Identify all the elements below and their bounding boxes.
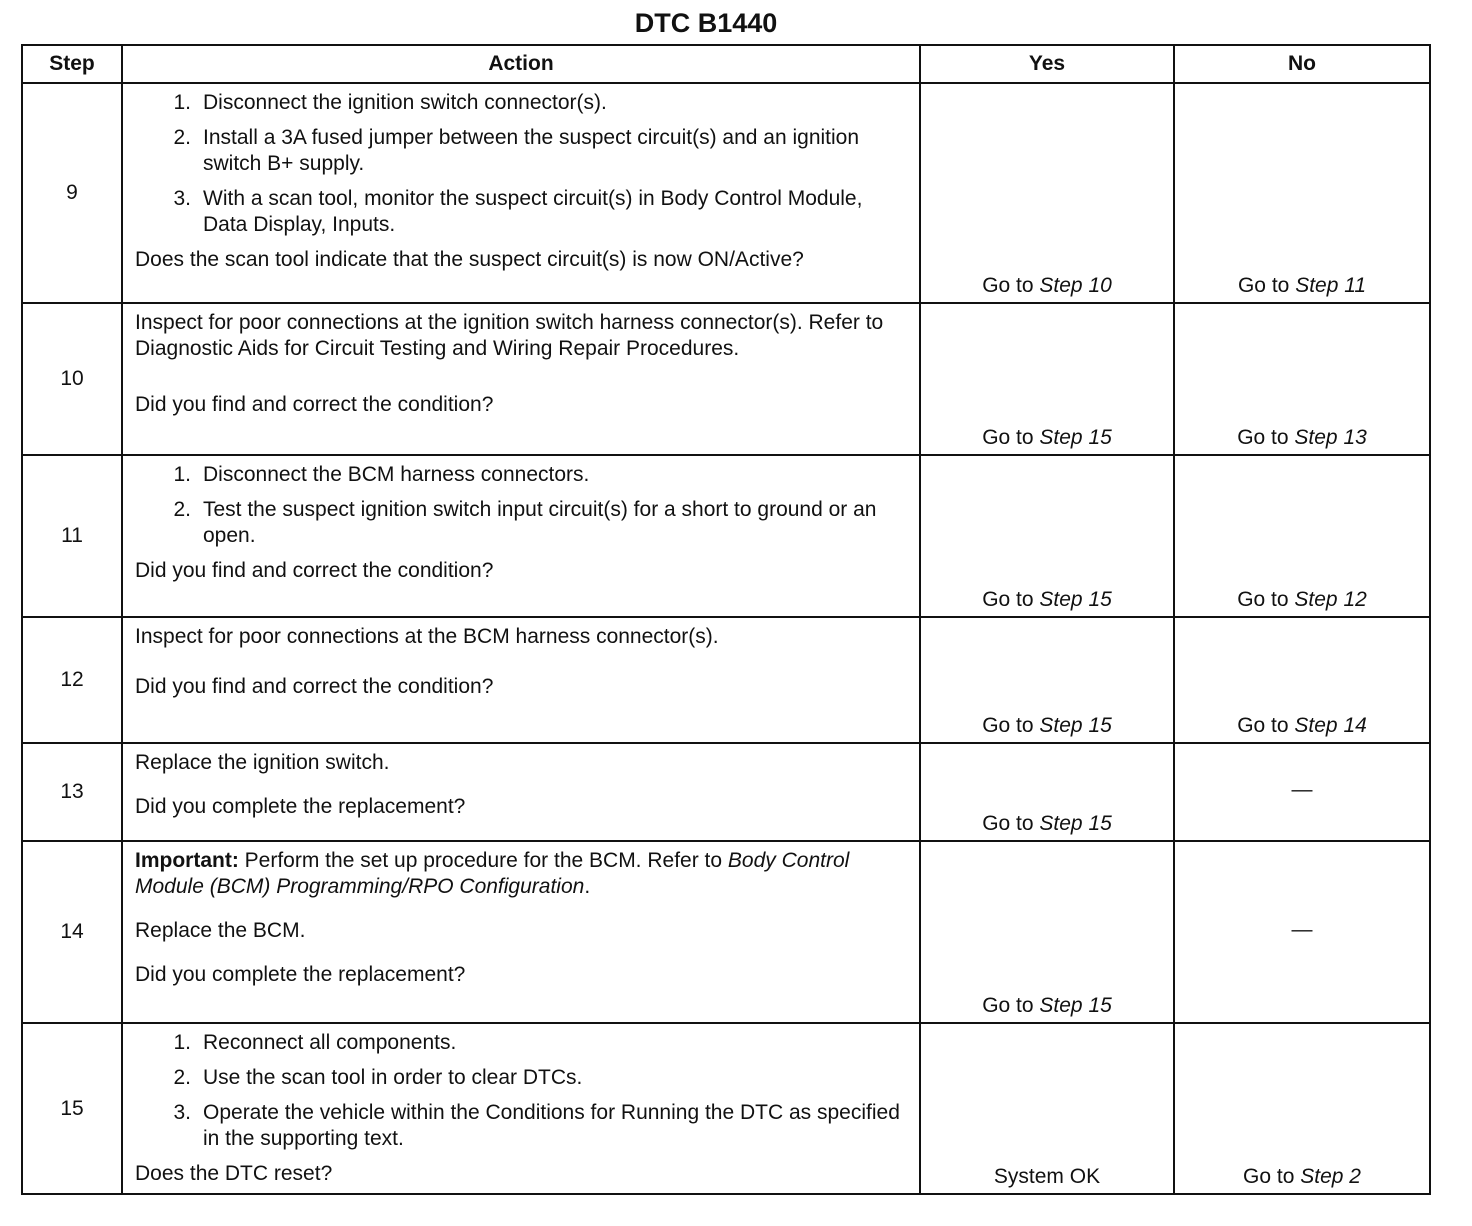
page-title: DTC B1440 bbox=[634, 8, 778, 38]
no-cell: Go to Step 2 bbox=[1174, 1023, 1430, 1194]
action-cell bbox=[122, 83, 920, 303]
yes-cell: Go to Step 15 bbox=[920, 841, 1174, 1023]
list-item: 1. Disconnect the ignition switch connector(s). bbox=[173, 91, 607, 114]
table-row bbox=[22, 617, 1430, 743]
list-item: 2. Use the scan tool in order to clear DTCs. bbox=[173, 1066, 583, 1089]
question: Did you complete the replacement? bbox=[135, 795, 466, 818]
step-link[interactable]: Step 15 bbox=[1039, 426, 1112, 449]
step-link[interactable]: Step 10 bbox=[1039, 274, 1112, 297]
reference-link[interactable]: Body Control Module (BCM) Programming/RPO Configuration bbox=[135, 849, 850, 898]
no-cell: — bbox=[1174, 841, 1430, 1023]
step-number: 15 bbox=[22, 1023, 122, 1194]
instruction-text: Inspect for poor connections at the ignition switch harness connector(s). Refer to Diagnostic Aids for Circuit Testing and Wiring Repair Procedures. bbox=[135, 311, 884, 360]
action-list bbox=[135, 90, 907, 238]
instruction-text: Replace the ignition switch. bbox=[135, 751, 390, 774]
table-row bbox=[22, 841, 1430, 1023]
action-cell bbox=[122, 841, 920, 1023]
action-cell bbox=[122, 455, 920, 617]
no-cell: Go to Step 12 bbox=[1174, 455, 1430, 617]
header-no: No bbox=[1174, 45, 1430, 83]
step-link[interactable]: Step 15 bbox=[1039, 994, 1112, 1017]
important-note: Important: Perform the set up procedure for the BCM. Refer to Body Control Module (BCM) Programming/RPO Configuration. bbox=[135, 849, 850, 898]
question: Does the DTC reset? bbox=[135, 1162, 333, 1185]
instruction-text: Replace the BCM. bbox=[135, 919, 306, 942]
question: Did you complete the replacement? bbox=[135, 963, 466, 986]
list-item: 3. With a scan tool, monitor the suspect circuit(s) in Body Control Module, Data Display, Inputs. bbox=[173, 187, 863, 236]
action-cell bbox=[122, 303, 920, 455]
step-link[interactable]: Step 15 bbox=[1039, 714, 1112, 737]
action-cell bbox=[122, 617, 920, 743]
step-link[interactable]: Step 15 bbox=[1039, 812, 1112, 835]
step-number: 12 bbox=[22, 617, 122, 743]
list-item: 1. Disconnect the BCM harness connectors. bbox=[173, 463, 590, 486]
list-item: 3. Operate the vehicle within the Conditions for Running the DTC as specified in the supporting text. bbox=[173, 1101, 900, 1150]
diagnostic-table bbox=[21, 44, 1431, 1195]
step-number: 13 bbox=[22, 743, 122, 841]
no-cell: — bbox=[1174, 743, 1430, 841]
no-cell: Go to Step 13 bbox=[1174, 303, 1430, 455]
step-number: 11 bbox=[22, 455, 122, 617]
step-number: 14 bbox=[22, 841, 122, 1023]
header-action: Action bbox=[122, 45, 920, 83]
instruction-text: Inspect for poor connections at the BCM harness connector(s). bbox=[135, 625, 719, 648]
list-item: 2. Test the suspect ignition switch input circuit(s) for a short to ground or an open. bbox=[173, 498, 877, 547]
table-row bbox=[22, 743, 1430, 841]
yes-cell: System OK bbox=[920, 1023, 1174, 1194]
list-item: 2. Install a 3A fused jumper between the suspect circuit(s) and an ignition switch B+ supply. bbox=[173, 126, 860, 175]
table-row bbox=[22, 303, 1430, 455]
step-number: 9 bbox=[22, 83, 122, 303]
step-link[interactable]: Step 14 bbox=[1294, 714, 1367, 737]
step-link[interactable]: Step 13 bbox=[1294, 426, 1367, 449]
header-yes: Yes bbox=[920, 45, 1174, 83]
no-cell: Go to Step 11 bbox=[1174, 83, 1430, 303]
header-row bbox=[22, 45, 1430, 83]
list-item: 1. Reconnect all components. bbox=[173, 1031, 457, 1054]
table-row bbox=[22, 1023, 1430, 1194]
yes-cell: Go to Step 15 bbox=[920, 743, 1174, 841]
yes-cell: Go to Step 10 bbox=[920, 83, 1174, 303]
action-list bbox=[135, 1030, 907, 1152]
step-number: 10 bbox=[22, 303, 122, 455]
action-list bbox=[135, 462, 907, 549]
yes-cell: Go to Step 15 bbox=[920, 303, 1174, 455]
step-link[interactable]: Step 11 bbox=[1295, 274, 1367, 297]
step-link[interactable]: Step 2 bbox=[1300, 1165, 1361, 1188]
yes-cell: Go to Step 15 bbox=[920, 617, 1174, 743]
step-link[interactable]: Step 15 bbox=[1039, 588, 1112, 611]
table-row bbox=[22, 455, 1430, 617]
table-row bbox=[22, 83, 1430, 303]
step-link[interactable]: Step 12 bbox=[1294, 588, 1367, 611]
action-cell bbox=[122, 1023, 920, 1194]
important-label: Important: bbox=[135, 849, 239, 872]
action-cell bbox=[122, 743, 920, 841]
no-cell: Go to Step 14 bbox=[1174, 617, 1430, 743]
question: Did you find and correct the condition? bbox=[135, 393, 494, 416]
yes-cell: Go to Step 15 bbox=[920, 455, 1174, 617]
header-step: Step bbox=[22, 45, 122, 83]
question: Did you find and correct the condition? bbox=[135, 675, 494, 698]
question: Does the scan tool indicate that the suspect circuit(s) is now ON/Active? bbox=[135, 248, 804, 271]
question: Did you find and correct the condition? bbox=[135, 559, 494, 582]
